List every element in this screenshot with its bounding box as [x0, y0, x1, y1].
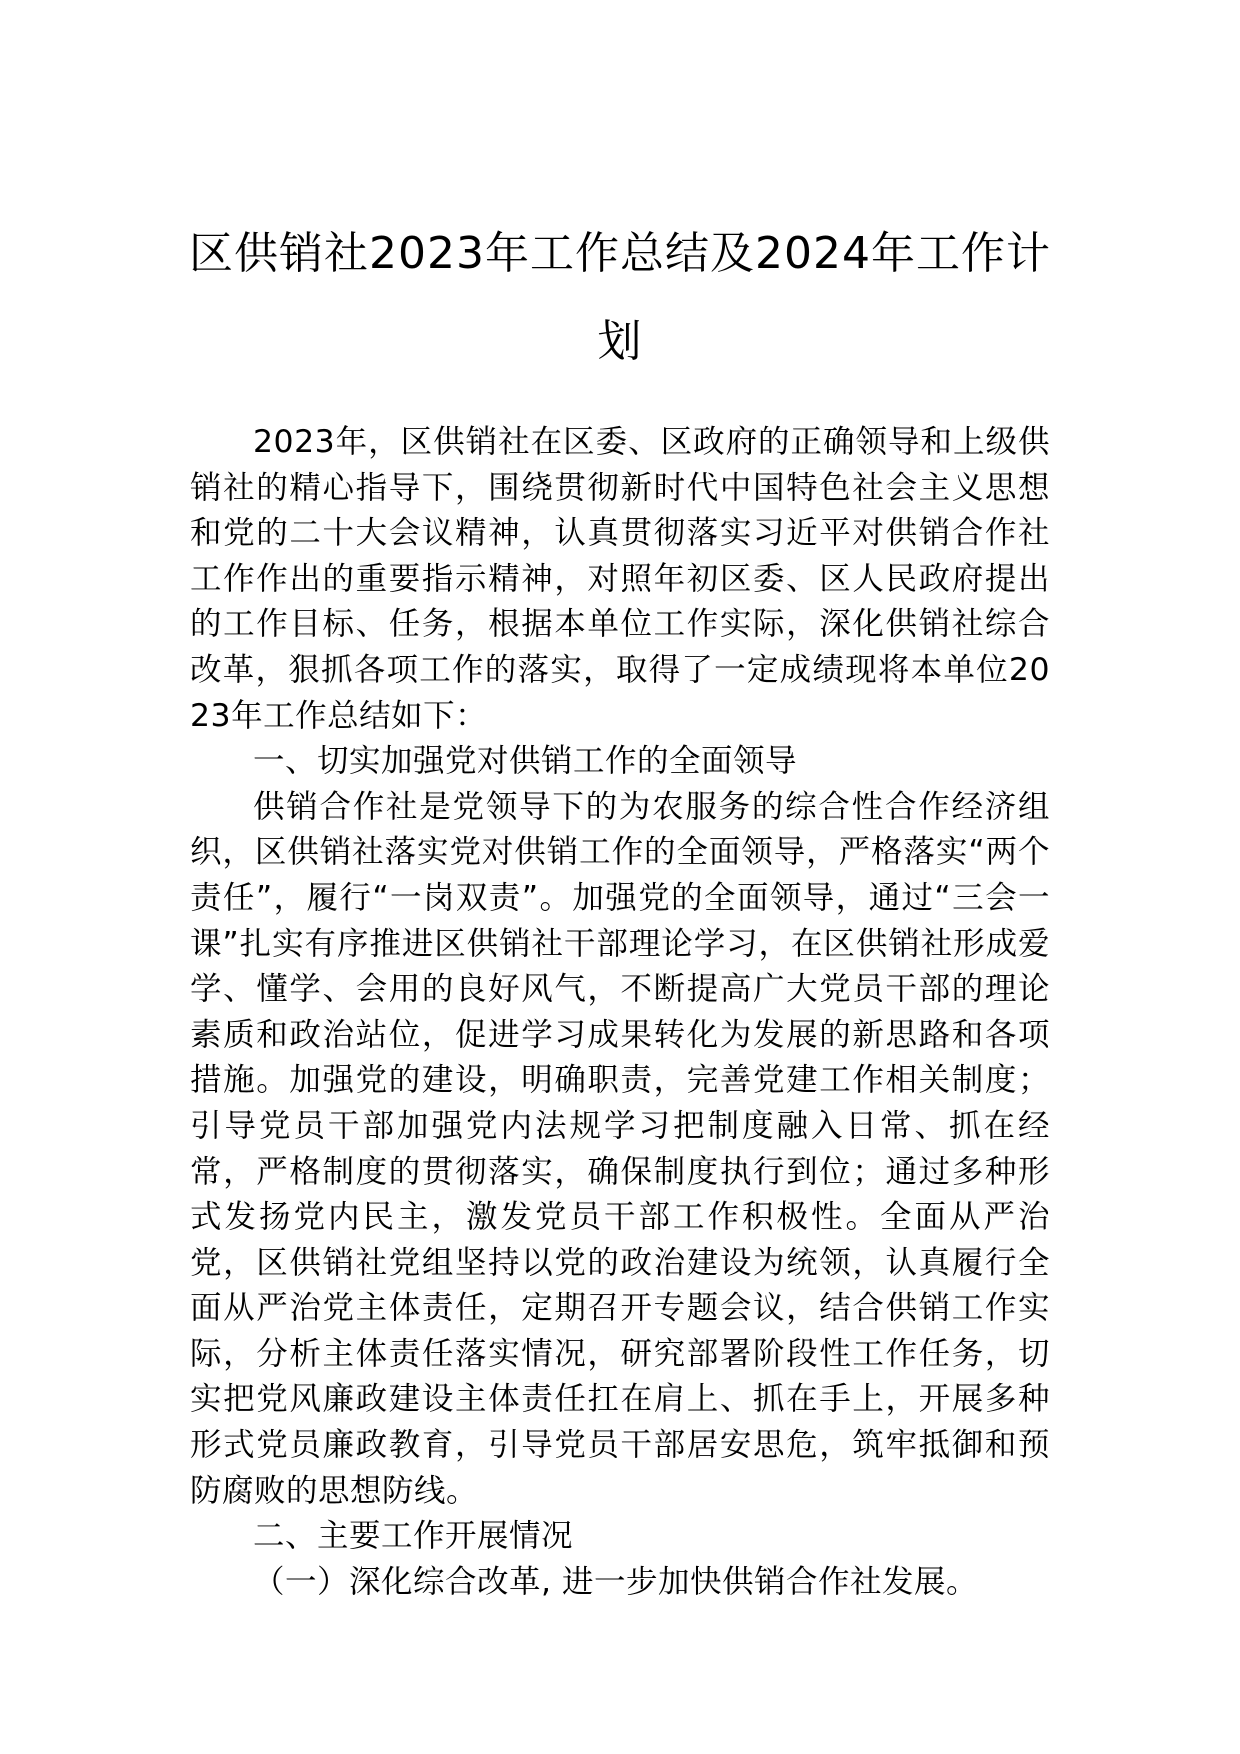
document-title: 区供销社2023年工作总结及2024年工作计划 — [189, 228, 1051, 367]
section-heading-1: 一、切实加强党对供销工作的全面领导 — [253, 743, 798, 780]
section-heading-2: 二、主要工作开展情况 — [253, 1518, 574, 1555]
section-1-paragraph: 供销合作社是党领导下的为农服务的综合性合作经济组织，区供销社落实党对供销工作的全面领导，严格落实“两个责任”，履行“一岗双责”。加强党的全面领导，通过“三会一课”扎实有序推进区供销社干部理论学习，在区供销社形成爱学、懂学、会用的良好风气，不断提高广大党员干部的理论素质和政治站位，促进学习成果转化为发展的新思路和各项措施。加强党的建设，明确职责，完善党建工作相关制度；引导党员干部加强党内法规学习把制度融入日常、抓在经常，严格制度的贯彻落实，确保制度执行到位；通过多种形式发扬党内民主，激发党员干部工作积极性。全面从严治党，区供销社党组坚持以党的政治建设为统领，认真履行全面从严治党主体责任，定期召开专题会议，结合供销工作实际，分析主体责任落实情况，研究部署阶段性工作任务，切实把党风廉政建设主体责任扛在肩上、抓在手上，开展多种形式党员廉政教育，引导党员干部居安思危，筑牢抵御和预防腐败的思想防线。 — [190, 788, 1050, 1509]
document-body — [190, 420, 1050, 1605]
intro-paragraph: 2023年，区供销社在区委、区政府的正确领导和上级供销社的精心指导下，围绕贯彻新时代中国特色社会主义思想和党的二十大会议精神，认真贯彻落实习近平对供销合作社工作作出的重要指示精神，对照年初区委、区人民政府提出的工作目标、任务，根据本单位工作实际，深化供销社综合改革，狠抓各项工作的落实，取得了一定成绩现将本单位2023年工作总结如下： — [190, 424, 1050, 734]
subsection-heading-1: （一）深化综合改革, 进一步加快供销合作社发展。 — [253, 1563, 979, 1600]
